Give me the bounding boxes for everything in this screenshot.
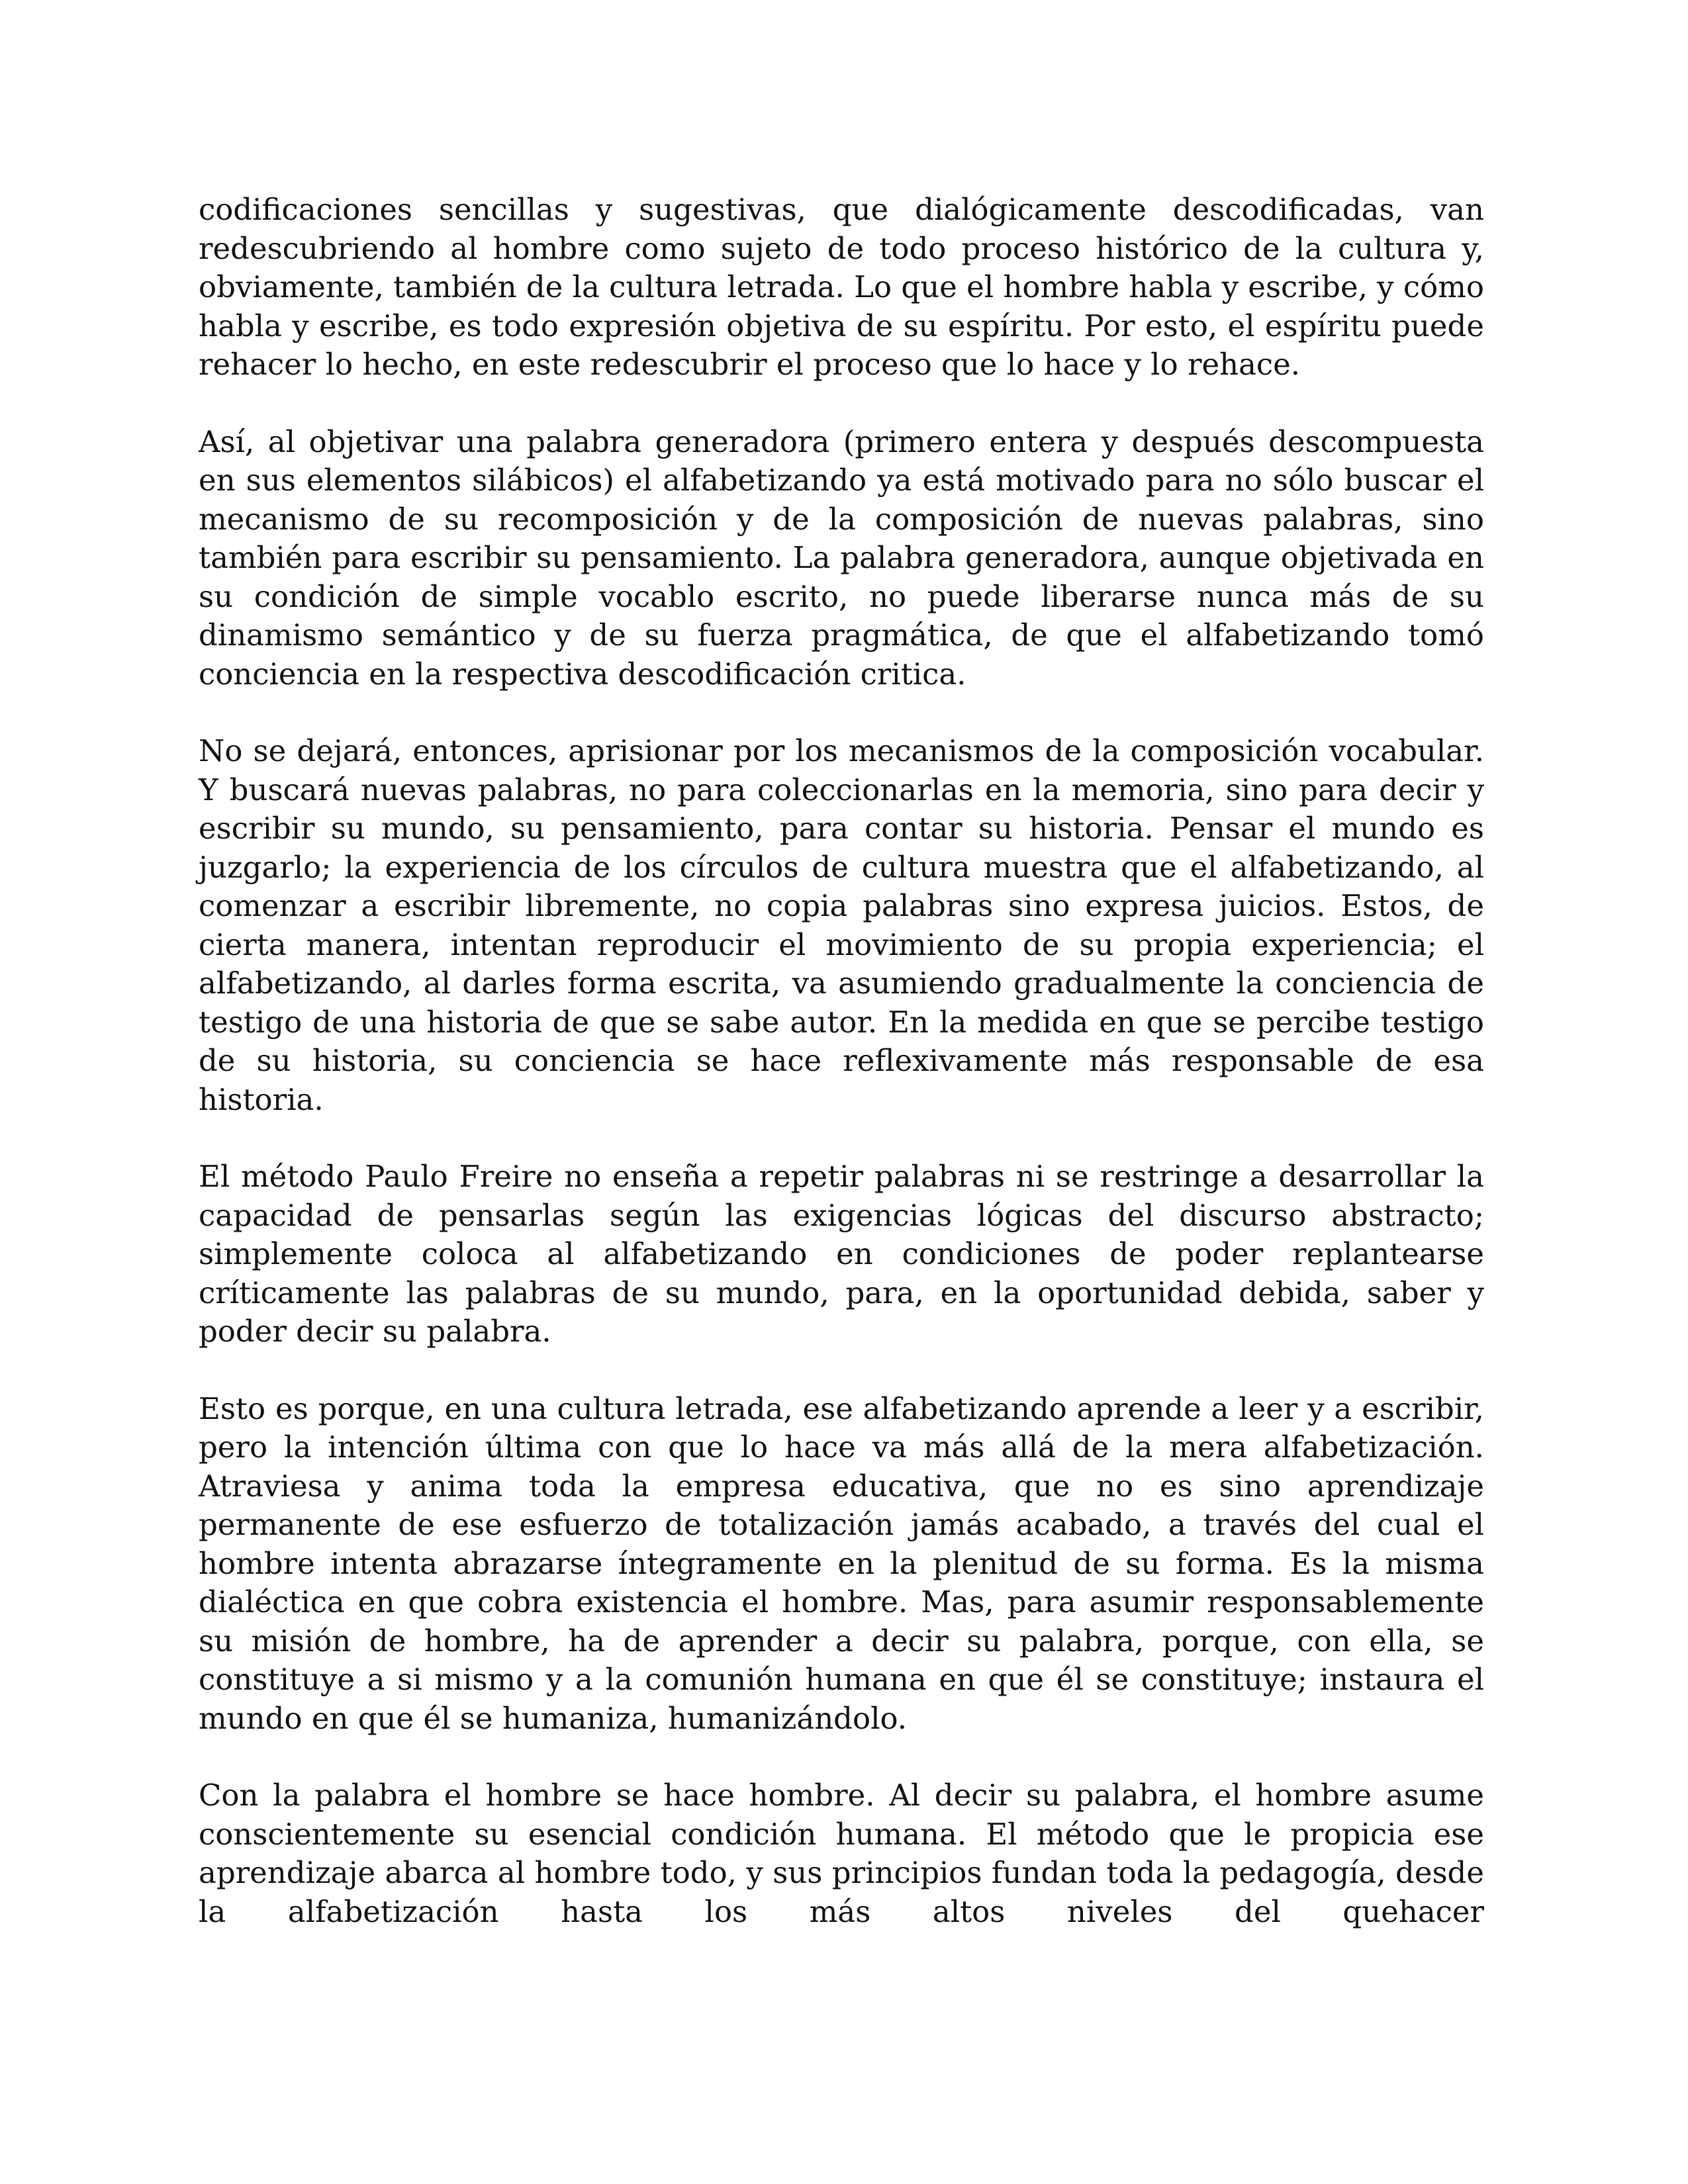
paragraph-5: Esto es porque, en una cultura letrada, ese alfabetizando aprende a leer y a escribir, pero la intención última con que lo hace va más allá de la mera alfabetización. Atraviesa y anima toda la empresa educativa, que no es sino aprendizaje permanente de ese esfuerzo de totalización jamás acabado, a través del cual el hombre intenta abrazarse íntegramente en la plenitud de su forma. Es la misma dialéctica en que cobra existencia el hombre. Mas, para asumir responsablemente su misión de hombre, ha de aprender a decir su palabra, porque, con ella, se constituye a si mismo y a la comunión humana en que él se constituye; instaura el mundo en que él se humaniza, humanizándolo. [199,1390,1484,1736]
paragraph-1: codificaciones sencillas y sugestivas, que dialógicamente descodificadas, van redescubriendo al hombre como sujeto de todo proceso histórico de la cultura y, obviamente, también de la cultura letrada. Lo que el hombre habla y escribe, y cómo habla y escribe, es todo expresión objetiva de su espíritu. Por esto, el espíritu puede rehacer lo hecho, en este redescubrir el proceso que lo hace y lo rehace. [199,192,1484,382]
paragraph-4: El método Paulo Freire no enseña a repetir palabras ni se restringe a desarrollar la capacidad de pensarlas según las exigencias lógicas del discurso abstracto; simplemente coloca al alfabetizando en condiciones de poder replantearse críticamente las palabras de su mundo, para, en la oportunidad debida, saber y poder decir su palabra. [199,1159,1484,1349]
paragraph-6: Con la palabra el hombre se hace hombre. Al decir su palabra, el hombre asume conscientemente su esencial condición humana. El método que le propicia ese aprendizaje abarca al hombre todo, y sus principios fundan toda la pedagogía, desde la alfabetización hasta los más altos niveles del quehacer [199,1778,1484,1929]
document-page [199,191,1484,1931]
paragraph-2: Así, al objetivar una palabra generadora (primero entera y después descompuesta en sus elementos silábicos) el alfabetizando ya está motivado para no sólo buscar el mecanismo de su recomposición y de la composición de nuevas palabras, sino también para escribir su pensamiento. La palabra generadora, aunque objetivada en su condición de simple vocablo escrito, no puede liberarse nunca más de su dinamismo semántico y de su fuerza pragmática, de que el alfabetizando tomó conciencia en la respectiva descodificación critica. [199,424,1484,692]
paragraph-3: No se dejará, entonces, aprisionar por los mecanismos de la composición vocabular. Y buscará nuevas palabras, no para coleccionarlas en la memoria, sino para decir y escribir su mundo, su pensamiento, para contar su historia. Pensar el mundo es juzgarlo; la experiencia de los círculos de cultura muestra que el alfabetizando, al comenzar a escribir libremente, no copia palabras sino expresa juicios. Estos, de cierta manera, intentan reproducir el movimiento de su propia experiencia; el alfabetizando, al darles forma escrita, va asumiendo gradualmente la conciencia de testigo de una historia de que se sabe autor. En la medida en que se percibe testigo de su historia, su conciencia se hace reflexivamente más responsable de esa historia. [199,733,1484,1117]
